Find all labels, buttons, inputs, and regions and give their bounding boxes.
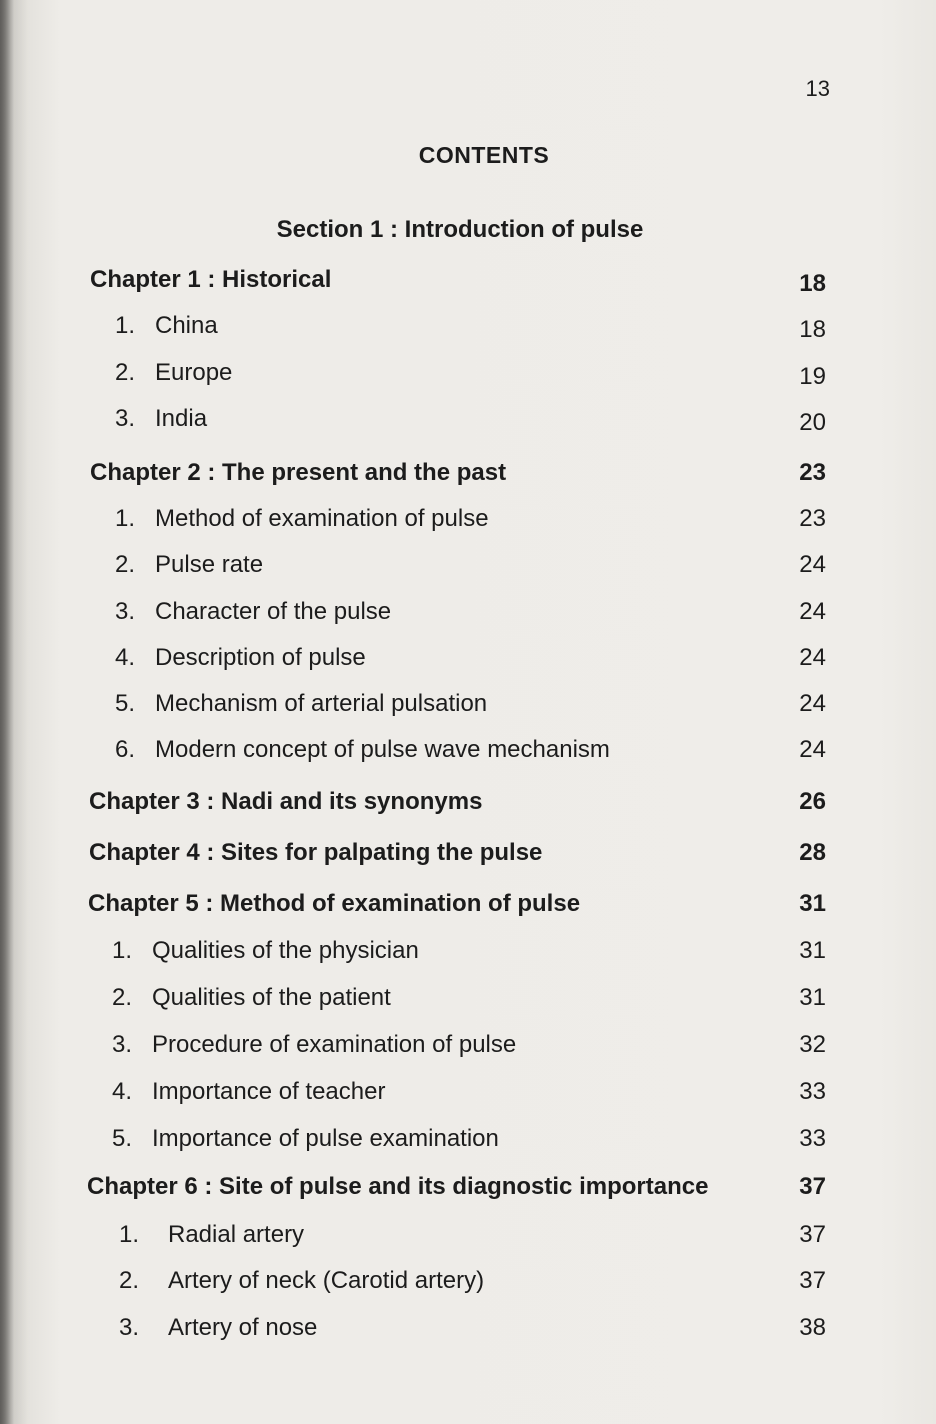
toc-chapter-row [0, 839, 936, 873]
item-title: Method of examination of pulse [155, 505, 489, 532]
page-reference: 28 [799, 839, 826, 866]
page-reference: 24 [799, 690, 826, 717]
page-reference: 37 [799, 1221, 826, 1248]
chapter-title: Chapter 1 : Historical [90, 266, 332, 293]
item-title: Radial artery [168, 1221, 305, 1248]
item-title: China [155, 312, 218, 339]
item-number: 4. [112, 1078, 133, 1105]
toc-item-row [0, 359, 936, 393]
item-title: Qualities of the physician [152, 937, 419, 964]
contents-heading: CONTENTS [418, 142, 550, 168]
chapter-title: Chapter 5 : Method of examination of pulse [88, 890, 581, 917]
item-number: 1. [112, 937, 133, 964]
item-number: 2. [112, 984, 133, 1011]
item-number: 2. [115, 359, 136, 386]
page-reference: 33 [799, 1078, 826, 1105]
toc-chapter-row [0, 890, 936, 924]
item-number: 3. [112, 1031, 133, 1058]
section-heading: Section 1 : Introduction of pulse [276, 216, 644, 243]
item-title: Qualities of the patient [152, 984, 391, 1011]
toc-chapter-row [0, 459, 936, 493]
chapter-title: Chapter 4 : Sites for palpating the pulse [89, 839, 543, 866]
item-title: Pulse rate [155, 551, 264, 578]
page-reference: 24 [799, 736, 826, 763]
toc-item-row [0, 1314, 936, 1348]
item-title: Artery of nose [168, 1314, 318, 1341]
item-number: 3. [115, 405, 136, 432]
item-title: Importance of pulse examination [152, 1125, 499, 1152]
page-reference: 31 [799, 937, 826, 964]
item-number: 1. [119, 1221, 140, 1248]
item-number: 3. [119, 1314, 140, 1341]
toc-item-row [0, 690, 936, 724]
page-reference: 32 [799, 1031, 826, 1058]
item-title: Europe [155, 359, 233, 386]
page-reference: 19 [799, 363, 826, 390]
page-reference: 18 [799, 316, 826, 343]
toc-item-row [0, 505, 936, 539]
page-reference: 31 [799, 984, 826, 1011]
toc-item-row [0, 736, 936, 770]
page-reference: 23 [799, 459, 826, 486]
item-number: 1. [115, 312, 136, 339]
page-reference: 38 [799, 1314, 826, 1341]
item-title: India [155, 405, 208, 432]
toc-item-row [0, 937, 936, 971]
item-title: Modern concept of pulse wave mechanism [155, 736, 610, 763]
item-title: Description of pulse [155, 644, 366, 671]
item-number: 6. [115, 736, 136, 763]
page-reference: 31 [799, 890, 826, 917]
item-number: 2. [119, 1267, 140, 1294]
toc-item-row [0, 312, 936, 346]
item-title: Importance of teacher [152, 1078, 386, 1105]
toc-item-row [0, 405, 936, 439]
toc-item-row [0, 1125, 936, 1159]
toc-item-row [0, 1031, 936, 1065]
page-reference: 23 [799, 505, 826, 532]
item-number: 2. [115, 551, 136, 578]
page-reference: 24 [799, 644, 826, 671]
toc-item-row [0, 984, 936, 1018]
toc-item-row [0, 551, 936, 585]
toc-item-row [0, 644, 936, 678]
toc-chapter-row [0, 266, 936, 300]
item-number: 4. [115, 644, 136, 671]
toc-item-row [0, 598, 936, 632]
toc-item-row [0, 1078, 936, 1112]
item-title: Character of the pulse [155, 598, 392, 625]
chapter-title: Chapter 3 : Nadi and its synonyms [89, 788, 483, 815]
chapter-title: Chapter 6 : Site of pulse and its diagnostic importance [87, 1173, 709, 1200]
item-title: Procedure of examination of pulse [152, 1031, 517, 1058]
item-number: 3. [115, 598, 136, 625]
toc-item-row [0, 1221, 936, 1255]
page-reference: 37 [799, 1267, 826, 1294]
page-reference: 26 [799, 788, 826, 815]
item-number: 5. [115, 690, 136, 717]
page-reference: 24 [799, 598, 826, 625]
toc-chapter-row [0, 1173, 936, 1207]
page-reference: 33 [799, 1125, 826, 1152]
page-reference: 37 [799, 1173, 826, 1200]
toc-item-row [0, 1267, 936, 1301]
page-reference: 24 [799, 551, 826, 578]
item-number: 5. [112, 1125, 133, 1152]
chapter-title: Chapter 2 : The present and the past [90, 459, 507, 486]
item-number: 1. [115, 505, 136, 532]
page-number: 13 [805, 76, 830, 101]
item-title: Artery of neck (Carotid artery) [168, 1267, 485, 1294]
page-reference: 20 [799, 409, 826, 436]
page-reference: 18 [799, 270, 826, 297]
toc-chapter-row [0, 788, 936, 822]
item-title: Mechanism of arterial pulsation [155, 690, 488, 717]
